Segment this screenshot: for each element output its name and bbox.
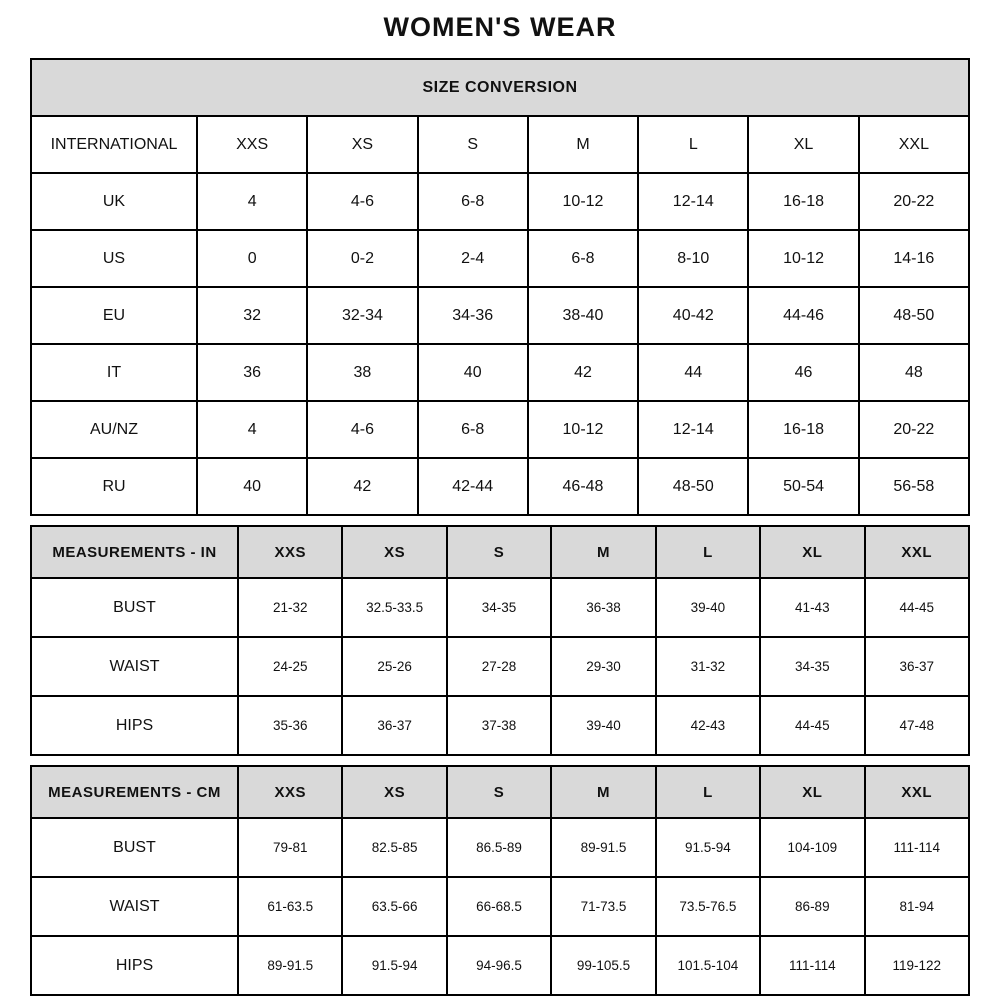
row-label: IT [31,344,197,401]
table-cell: 25-26 [342,637,446,696]
table-cell: 104-109 [760,818,864,877]
table-cell: 4 [197,401,307,458]
table-cell: 40 [418,344,528,401]
table-cell: 34-35 [760,637,864,696]
table-row-bust-in [31,578,969,637]
size-header-row [31,116,969,173]
size-header-cell: M [528,116,638,173]
row-label: WAIST [31,637,238,696]
table-row-hips-cm [31,936,969,995]
table-cell: 24-25 [238,637,342,696]
table-cell: 0 [197,230,307,287]
table-cell: 71-73.5 [551,877,655,936]
row-label: WAIST [31,877,238,936]
table-cell: 34-36 [418,287,528,344]
measurements-in-title: MEASUREMENTS - IN [31,526,238,578]
table-row-eu [31,287,969,344]
table-cell: 32-34 [307,287,417,344]
table-cell: 86-89 [760,877,864,936]
size-header-cell: S [447,766,551,818]
table-cell: 44 [638,344,748,401]
measurements-in-header-row [31,526,969,578]
table-cell: 8-10 [638,230,748,287]
table-cell: 44-46 [748,287,858,344]
table-row-ru [31,458,969,515]
table-cell: 39-40 [656,578,760,637]
table-cell: 32.5-33.5 [342,578,446,637]
size-header-cell: M [551,766,655,818]
row-label: HIPS [31,696,238,755]
row-label: EU [31,287,197,344]
table-cell: 81-94 [865,877,969,936]
size-header-cell: S [447,526,551,578]
table-cell: 36-37 [865,637,969,696]
table-cell: 6-8 [418,173,528,230]
table-cell: 40 [197,458,307,515]
table-cell: 31-32 [656,637,760,696]
table-cell: 63.5-66 [342,877,446,936]
table-cell: 6-8 [418,401,528,458]
size-header-cell: L [638,116,748,173]
table-cell: 32 [197,287,307,344]
table-cell: 56-58 [859,458,969,515]
table-cell: 89-91.5 [238,936,342,995]
table-cell: 6-8 [528,230,638,287]
table-cell: 2-4 [418,230,528,287]
table-cell: 48-50 [638,458,748,515]
table-cell: 36-37 [342,696,446,755]
size-conversion-table [30,58,970,516]
table-cell: 0-2 [307,230,417,287]
table-cell: 10-12 [748,230,858,287]
size-conversion-title: SIZE CONVERSION [31,59,969,116]
table-cell: 91.5-94 [342,936,446,995]
table-cell: 101.5-104 [656,936,760,995]
row-label: AU/NZ [31,401,197,458]
table-row-waist-cm [31,877,969,936]
size-header-cell: XS [307,116,417,173]
table-cell: 20-22 [859,173,969,230]
table-cell: 89-91.5 [551,818,655,877]
size-header-cell: L [656,766,760,818]
table-cell: 42-43 [656,696,760,755]
table-cell: 14-16 [859,230,969,287]
page-title: WOMEN'S WEAR [383,12,617,42]
table-cell: 20-22 [859,401,969,458]
table-cell: 12-14 [638,401,748,458]
table-row-waist-in [31,637,969,696]
table-row-us [31,230,969,287]
table-row-hips-in [31,696,969,755]
table-cell: 29-30 [551,637,655,696]
table-cell: 4-6 [307,401,417,458]
table-cell: 44-45 [865,578,969,637]
table-cell: 16-18 [748,401,858,458]
table-cell: 42 [307,458,417,515]
table-cell: 21-32 [238,578,342,637]
size-header-cell: XXL [865,766,969,818]
table-cell: 39-40 [551,696,655,755]
size-header-cell: XL [748,116,858,173]
table-cell: 66-68.5 [447,877,551,936]
table-cell: 4-6 [307,173,417,230]
table-cell: 10-12 [528,173,638,230]
size-header-cell: L [656,526,760,578]
size-header-cell: XXS [238,766,342,818]
table-cell: 41-43 [760,578,864,637]
table-row-bust-cm [31,818,969,877]
size-header-cell: M [551,526,655,578]
table-cell: 35-36 [238,696,342,755]
measurements-cm-header-row [31,766,969,818]
size-header-cell: XL [760,766,864,818]
table-cell: 48 [859,344,969,401]
measurements-cm-title: MEASUREMENTS - CM [31,766,238,818]
table-cell: 42 [528,344,638,401]
row-label: US [31,230,197,287]
table-cell: 36 [197,344,307,401]
row-label: BUST [31,818,238,877]
size-header-cell: XS [342,526,446,578]
table-cell: 16-18 [748,173,858,230]
measurements-cm-table [30,765,970,996]
size-header-cell: XXS [197,116,307,173]
row-label: INTERNATIONAL [31,116,197,173]
table-cell: 38-40 [528,287,638,344]
size-header-cell: XXL [865,526,969,578]
table-cell: 46 [748,344,858,401]
row-label: HIPS [31,936,238,995]
table-cell: 44-45 [760,696,864,755]
table-cell: 42-44 [418,458,528,515]
table-cell: 36-38 [551,578,655,637]
size-header-cell: XS [342,766,446,818]
table-cell: 48-50 [859,287,969,344]
table-cell: 91.5-94 [656,818,760,877]
size-header-cell: XXS [238,526,342,578]
row-label: BUST [31,578,238,637]
measurements-in-table [30,525,970,756]
table-cell: 111-114 [865,818,969,877]
size-header-cell: XXL [859,116,969,173]
table-row-uk [31,173,969,230]
table-cell: 10-12 [528,401,638,458]
page [30,0,970,996]
table-cell: 111-114 [760,936,864,995]
table-cell: 37-38 [447,696,551,755]
table-cell: 12-14 [638,173,748,230]
table-cell: 47-48 [865,696,969,755]
table-cell: 38 [307,344,417,401]
size-conversion-title-row [31,59,969,116]
table-cell: 73.5-76.5 [656,877,760,936]
table-row-aunz [31,401,969,458]
table-cell: 94-96.5 [447,936,551,995]
table-cell: 40-42 [638,287,748,344]
table-cell: 34-35 [447,578,551,637]
size-header-cell: S [418,116,528,173]
table-cell: 61-63.5 [238,877,342,936]
table-cell: 50-54 [748,458,858,515]
row-label: RU [31,458,197,515]
table-cell: 4 [197,173,307,230]
table-row-it [31,344,969,401]
table-cell: 27-28 [447,637,551,696]
table-cell: 99-105.5 [551,936,655,995]
table-cell: 46-48 [528,458,638,515]
table-cell: 119-122 [865,936,969,995]
size-header-cell: XL [760,526,864,578]
row-label: UK [31,173,197,230]
table-cell: 82.5-85 [342,818,446,877]
table-cell: 86.5-89 [447,818,551,877]
table-cell: 79-81 [238,818,342,877]
